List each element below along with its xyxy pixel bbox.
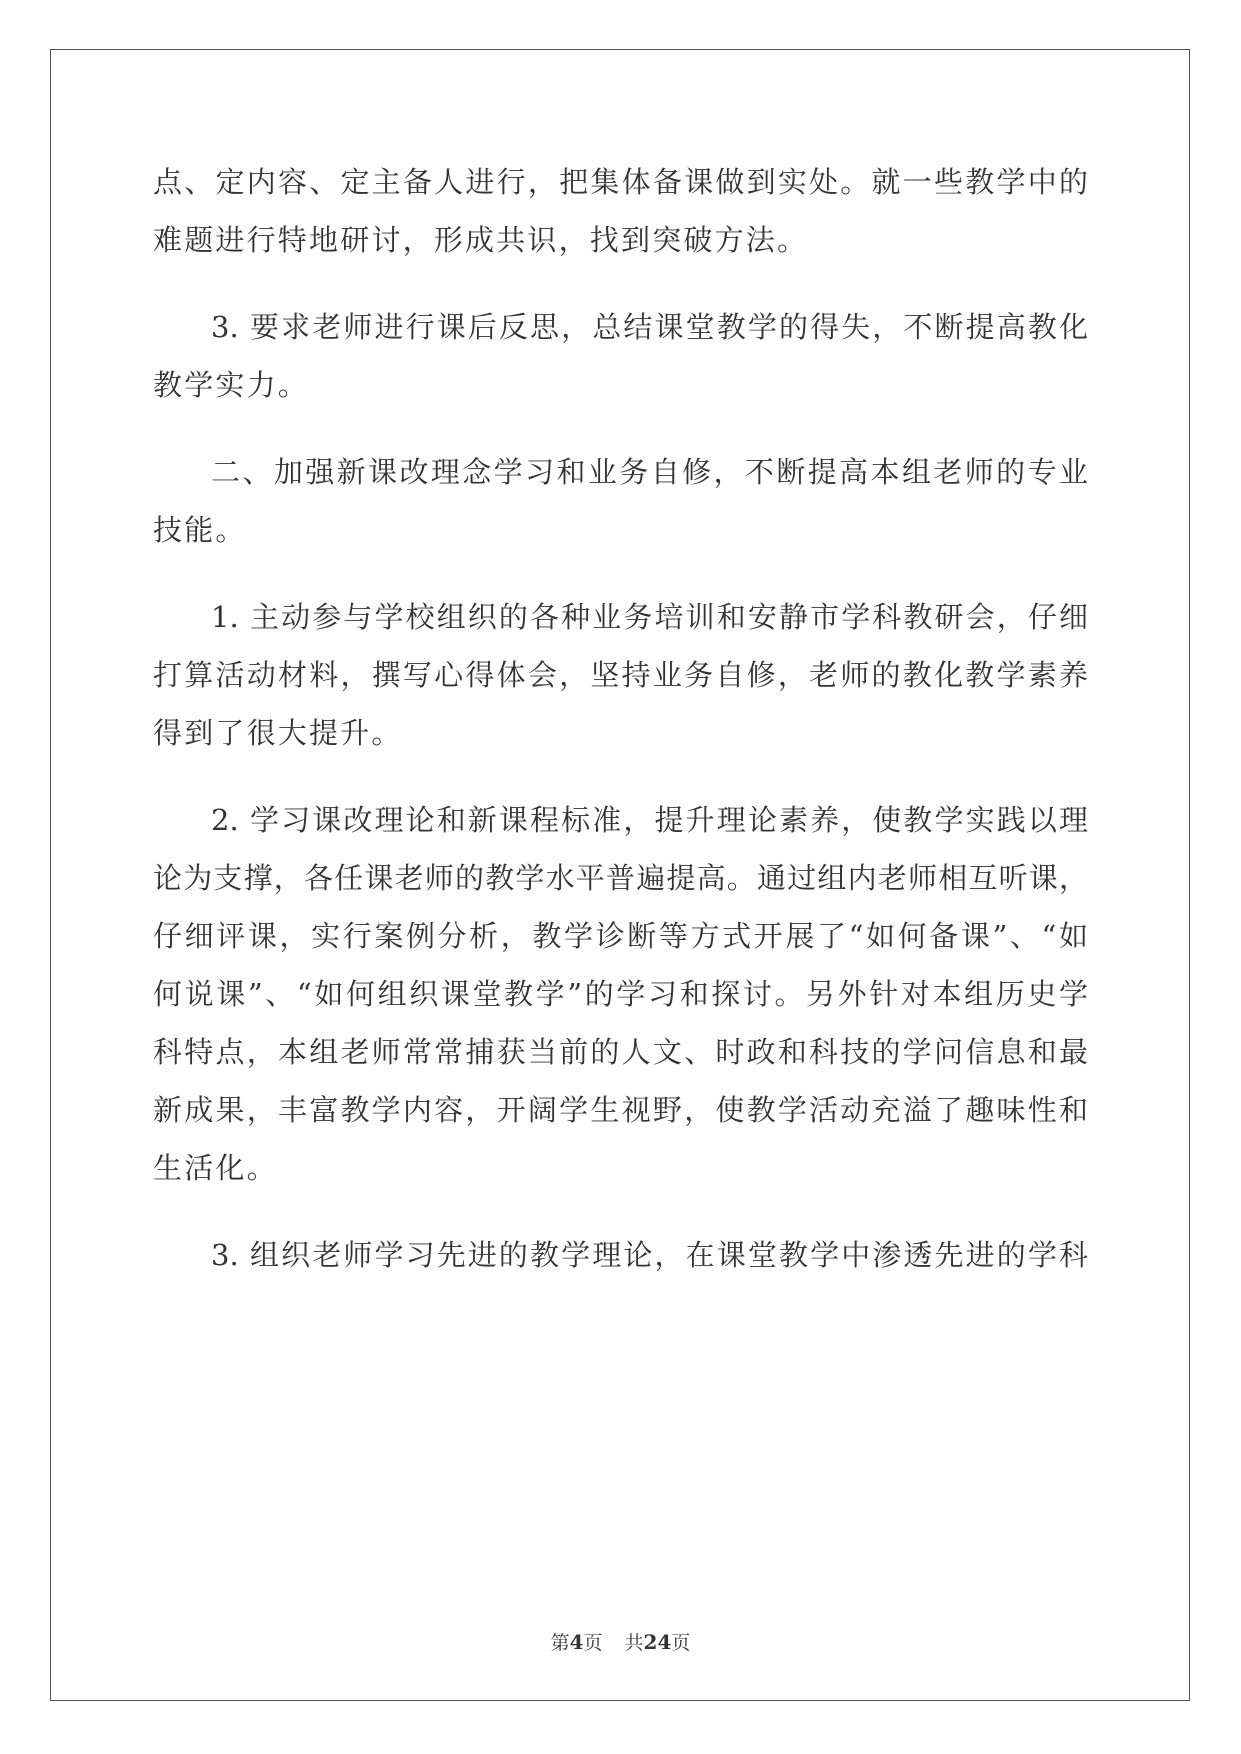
paragraph	[153, 588, 1088, 762]
paragraph	[153, 791, 1088, 1197]
text-line: 得到了很大提升。	[153, 716, 403, 750]
text-line: 难题进行特地研讨，形成共识，找到突破方法。	[153, 223, 809, 257]
paragraph	[153, 153, 1088, 269]
total-suffix: 页	[671, 1632, 691, 1654]
text-line: 科特点，本组老师常常捕获当前的人文、时政和科技的学问信息和最	[153, 1035, 1088, 1069]
text-line: 点、定内容、定主备人进行，把集体备课做到实处。就一些教学中的	[153, 165, 1088, 199]
text-line: 生活化。	[153, 1151, 278, 1185]
total-prefix: 共	[624, 1632, 644, 1654]
text-line: 仔细评课，实行案例分析，教学诊断等方式开展了“如何备课”、“如	[153, 919, 1088, 953]
page-prefix: 第	[550, 1632, 570, 1654]
paragraph	[153, 1226, 1088, 1284]
total-pages: 24	[643, 1630, 672, 1654]
text-line: 打算活动材料，撰写心得体会，坚持业务自修，老师的教化教学素养	[153, 658, 1088, 692]
text-line: 2. 学习课改理论和新课程标准，提升理论素养，使教学实践以理	[211, 803, 1088, 837]
paragraph	[153, 443, 1088, 559]
text-line: 教学实力。	[153, 368, 310, 402]
page-number: 4	[569, 1630, 584, 1654]
page-footer	[0, 1628, 1241, 1655]
text-line: 1. 主动参与学校组织的各种业务培训和安静市学科教研会，仔细	[211, 600, 1088, 634]
text-line: 二、加强新课改理念学习和业务自修，不断提高本组老师的专业	[211, 455, 1088, 489]
text-line: 论为支撑，各任课老师的教学水平普遍提高。通过组内老师相互听课，	[153, 861, 1088, 895]
text-line: 3. 组织老师学习先进的教学理论，在课堂教学中渗透先进的学科	[211, 1238, 1088, 1272]
text-line: 技能。	[153, 513, 247, 547]
text-line: 何说课”、“如何组织课堂教学”的学习和探讨。另外针对本组历史学	[153, 977, 1088, 1011]
document-body	[153, 153, 1088, 1284]
page-suffix: 页	[583, 1632, 603, 1654]
text-line: 3. 要求老师进行课后反思，总结课堂教学的得失，不断提高教化	[211, 310, 1088, 344]
text-line: 新成果，丰富教学内容，开阔学生视野，使教学活动充溢了趣味性和	[153, 1093, 1088, 1127]
paragraph	[153, 298, 1088, 414]
